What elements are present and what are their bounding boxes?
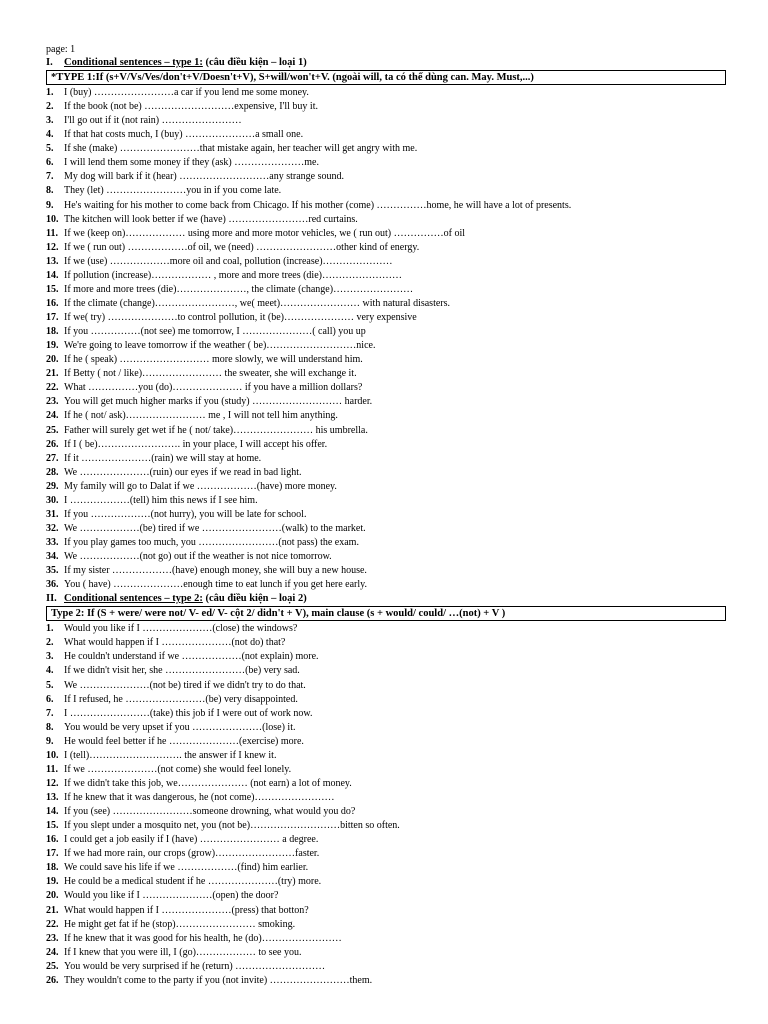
- exercise-number: 35.: [46, 565, 59, 577]
- section-2-number: II.: [46, 593, 57, 605]
- exercise-number: 12.: [46, 777, 59, 789]
- exercise-text: You would be very upset if you …………………(lose) it.: [64, 721, 296, 733]
- exercise-item: [46, 833, 726, 847]
- exercise-text: I ……………………(take) this job if I were out of work now.: [64, 707, 313, 719]
- section-1-heading: [46, 56, 726, 69]
- exercise-item: [46, 819, 726, 833]
- exercise-number: 21.: [46, 904, 59, 916]
- exercise-item: [46, 974, 726, 988]
- exercise-item: [46, 707, 726, 721]
- exercise-text: If we ( run out) ………………of oil, we (need) ……………………other kind of energy.: [64, 241, 420, 253]
- exercise-text: I could get a job easily if I (have) …………………… a degree.: [64, 834, 319, 846]
- exercise-item: [46, 100, 726, 114]
- exercise-number: 9.: [46, 735, 54, 747]
- exercise-number: 30.: [46, 494, 59, 506]
- exercise-number: 13.: [46, 792, 59, 803]
- exercise-item: [46, 904, 726, 918]
- exercise-text: They (let) ……………………you in if you come late.: [64, 185, 282, 197]
- exercise-item: [46, 297, 726, 311]
- exercise-item: [46, 749, 726, 763]
- section-1-exercise-list: [46, 86, 726, 592]
- section-2-heading: [46, 592, 726, 605]
- exercise-text: I will lend them some money if they (ask) …………………me.: [64, 157, 319, 169]
- exercise-item: [46, 805, 726, 819]
- exercise-number: 8.: [46, 721, 54, 733]
- section-2-rule-box: Type 2: If (S + were/ were not/ V- ed/ V- cột 2/ didn't + V), main clause (s + would/ could/ …(not) + V ): [46, 606, 726, 621]
- exercise-number: 3.: [46, 651, 54, 663]
- exercise-text: If she (make) ……………………that mistake again, her teacher will get angry with me.: [64, 143, 418, 155]
- exercise-item: [46, 664, 726, 678]
- section-2-subtitle: (câu điều kiện – loại 2): [205, 593, 307, 605]
- section-1-rule-box: *TYPE 1:If (s+V/Vs/Ves/don't+V/Doesn't+V), S+will/won't+V. (ngoài will, ta có thể dùng can. May. Must,...): [46, 70, 726, 85]
- exercise-item: [46, 339, 726, 353]
- exercise-number: 36.: [46, 579, 59, 591]
- exercise-item: [46, 86, 726, 100]
- exercise-number: 27.: [46, 452, 59, 464]
- exercise-item: [46, 508, 726, 522]
- section-2-title: Conditional sentences – type 2:: [64, 593, 203, 605]
- exercise-number: 1.: [46, 623, 54, 635]
- exercise-item: [46, 622, 726, 636]
- exercise-item: [46, 170, 726, 184]
- exercise-text: If he knew that it was dangerous, he (not come)……………………: [64, 792, 335, 803]
- exercise-item: [46, 578, 726, 592]
- exercise-item: [46, 679, 726, 693]
- exercise-number: 17.: [46, 312, 59, 323]
- exercise-text: If more and more trees (die)…………………, the climate (change)……………………: [64, 283, 414, 295]
- exercise-number: 22.: [46, 382, 59, 394]
- exercise-text: If that hat costs much, I (buy) …………………a small one.: [64, 129, 304, 141]
- exercise-number: 16.: [46, 297, 59, 309]
- exercise-number: 15.: [46, 820, 59, 832]
- exercise-text: Would you like if I …………………(close) the windows?: [64, 623, 298, 635]
- exercise-item: [46, 199, 726, 213]
- exercise-text: If the climate (change)……………………, we( meet)…………………… with natural disasters.: [64, 297, 451, 309]
- exercise-number: 18.: [46, 326, 59, 338]
- exercise-number: 5.: [46, 143, 54, 155]
- exercise-item: [46, 438, 726, 452]
- exercise-number: 25.: [46, 424, 59, 436]
- exercise-number: 2.: [46, 101, 54, 113]
- exercise-item: [46, 409, 726, 423]
- exercise-text: The kitchen will look better if we (have) ……………………red curtains.: [64, 213, 358, 225]
- exercise-text: If you slept under a mosquito net, you (not be)………………………bitten so often.: [64, 820, 400, 832]
- exercise-text: If it …………………(rain) we will stay at home.: [64, 452, 262, 464]
- exercise-item: [46, 311, 726, 325]
- exercise-number: 28.: [46, 466, 59, 478]
- exercise-item: [46, 325, 726, 339]
- exercise-item: [46, 693, 726, 707]
- exercise-text: Father will surely get wet if he ( not/ take)…………………… his umbrella.: [64, 424, 368, 436]
- exercise-item: [46, 452, 726, 466]
- exercise-text: He's waiting for his mother to come back from Chicago. If his mother (come) ……………home, he will have a lot of presents.: [64, 199, 572, 211]
- exercise-text: If Betty ( not / like)…………………… the sweater, she will exchange it.: [64, 368, 357, 380]
- exercise-text: What would happen if I …………………(not do) that?: [64, 637, 286, 649]
- exercise-number: 20.: [46, 890, 59, 902]
- exercise-text: If we didn't take this job, we………………… (not earn) a lot of money.: [64, 777, 352, 789]
- exercise-number: 4.: [46, 665, 54, 677]
- exercise-item: [46, 522, 726, 536]
- exercise-number: 4.: [46, 129, 54, 141]
- exercise-item: [46, 128, 726, 142]
- exercise-number: 31.: [46, 508, 59, 520]
- exercise-text: If he ( speak) ……………………… more slowly, we will understand him.: [64, 354, 363, 366]
- exercise-item: [46, 777, 726, 791]
- exercise-text: If we( try) …………………to control pollution, it (be)………………… very expensive: [64, 312, 417, 323]
- exercise-text: He might get fat if he (stop)…………………… smoking.: [64, 918, 296, 930]
- exercise-item: [46, 381, 726, 395]
- exercise-number: 14.: [46, 269, 59, 281]
- exercise-item: [46, 918, 726, 932]
- exercise-item: [46, 550, 726, 564]
- exercise-number: 23.: [46, 396, 59, 408]
- exercise-item: [46, 114, 726, 128]
- exercise-text: You ( have) …………………enough time to eat lunch if you get here early.: [64, 579, 367, 591]
- exercise-number: 16.: [46, 834, 59, 846]
- exercise-item: [46, 424, 726, 438]
- section-1-subtitle: (câu điều kiện – loại 1): [205, 57, 307, 68]
- exercise-text: We could save his life if we ………………(find) him earlier.: [64, 862, 309, 874]
- exercise-text: If the book (not be) ………………………expensive, I'll buy it.: [64, 101, 318, 113]
- section-1-number: I.: [46, 57, 53, 68]
- exercise-text: If he knew that it was good for his health, he (do)……………………: [64, 932, 342, 944]
- exercise-item: [46, 960, 726, 974]
- exercise-item: [46, 227, 726, 241]
- exercise-number: 1.: [46, 87, 54, 98]
- exercise-item: [46, 889, 726, 903]
- exercise-item: [46, 847, 726, 861]
- exercise-text: If we …………………(not come) she would feel lonely.: [64, 763, 292, 775]
- exercise-text: Would you like if I …………………(open) the door?: [64, 890, 279, 902]
- exercise-item: [46, 283, 726, 297]
- exercise-text: If you ……………(not see) me tomorrow, I …………………( call) you up: [64, 326, 366, 338]
- exercise-number: 12.: [46, 241, 59, 253]
- section-1-title: Conditional sentences – type 1:: [64, 57, 203, 68]
- exercise-number: 32.: [46, 522, 59, 534]
- exercise-text: What would happen if I …………………(press) that botton?: [64, 904, 309, 916]
- exercise-item: [46, 255, 726, 269]
- exercise-item: [46, 791, 726, 805]
- exercise-number: 5.: [46, 679, 54, 691]
- exercise-text: I (buy) ……………………a car if you lend me some money.: [64, 87, 309, 98]
- section-2-exercise-list: [46, 622, 726, 988]
- exercise-number: 34.: [46, 551, 59, 563]
- exercise-item: [46, 213, 726, 227]
- exercise-item: [46, 636, 726, 650]
- exercise-item: [46, 946, 726, 960]
- exercise-text: If we (use) ………………more oil and coal, pollution (increase)…………………: [64, 255, 393, 267]
- exercise-item: [46, 735, 726, 749]
- exercise-text: What ……………you (do)………………… if you have a million dollars?: [64, 382, 363, 394]
- exercise-number: 19.: [46, 340, 59, 352]
- exercise-text: We ………………(be) tired if we ……………………(walk) to the market.: [64, 522, 366, 534]
- exercise-text: They wouldn't come to the party if you (not invite) ……………………them.: [64, 974, 373, 986]
- exercise-number: 26.: [46, 974, 59, 986]
- exercise-number: 2.: [46, 637, 54, 649]
- exercise-text: If you ………………(not hurry), you will be late for school.: [64, 508, 307, 520]
- exercise-text: We …………………(not be) tired if we didn't try to do that.: [64, 679, 306, 691]
- exercise-text: If I knew that you were ill, I (go)……………… to see you.: [64, 946, 302, 958]
- exercise-number: 20.: [46, 354, 59, 366]
- exercise-item: [46, 932, 726, 946]
- exercise-number: 6.: [46, 157, 54, 169]
- exercise-number: 24.: [46, 946, 59, 958]
- exercise-item: [46, 353, 726, 367]
- exercise-text: He would feel better if he …………………(exercise) more.: [64, 735, 304, 747]
- exercise-text: I ………………(tell) him this news if I see him.: [64, 494, 258, 506]
- exercise-item: [46, 367, 726, 381]
- exercise-number: 7.: [46, 171, 54, 183]
- exercise-number: 3.: [46, 115, 54, 127]
- exercise-number: 18.: [46, 862, 59, 874]
- exercise-item: [46, 241, 726, 255]
- exercise-number: 13.: [46, 255, 59, 267]
- exercise-text: If he ( not/ ask)…………………… me , I will not tell him anything.: [64, 410, 338, 422]
- exercise-number: 10.: [46, 213, 59, 225]
- exercise-number: 8.: [46, 185, 54, 197]
- exercise-item: [46, 156, 726, 170]
- exercise-item: [46, 763, 726, 777]
- exercise-item: [46, 536, 726, 550]
- exercise-item: [46, 184, 726, 198]
- exercise-text: If we (keep on)……………… using more and more motor vehicles, we ( run out) ……………of oil: [64, 227, 466, 239]
- exercise-number: 21.: [46, 368, 59, 380]
- exercise-text: We …………………(ruin) our eyes if we read in bad light.: [64, 466, 302, 478]
- exercise-text: If I refused, he ……………………(be) very disappointed.: [64, 693, 298, 705]
- exercise-text: He couldn't understand if we ………………(not explain) more.: [64, 651, 319, 663]
- exercise-text: We're going to leave tomorrow if the weather ( be)………………………nice.: [64, 340, 376, 352]
- exercise-number: 9.: [46, 199, 54, 211]
- exercise-text: We ………………(not go) out if the weather is not nice tomorrow.: [64, 551, 332, 563]
- exercise-number: 7.: [46, 707, 54, 719]
- exercise-text: If we had more rain, our crops (grow)……………………faster.: [64, 848, 320, 860]
- exercise-number: 11.: [46, 227, 58, 239]
- exercise-number: 10.: [46, 749, 59, 761]
- exercise-item: [46, 861, 726, 875]
- exercise-text: If we didn't visit her, she ……………………(be) very sad.: [64, 665, 300, 677]
- worksheet-page: [46, 44, 726, 988]
- exercise-text: I (tell)………………………. the answer if I knew it.: [64, 749, 277, 761]
- exercise-text: I'll go out if it (not rain) ……………………: [64, 115, 242, 127]
- exercise-number: 17.: [46, 848, 59, 860]
- exercise-text: You would be very surprised if he (return) ………………………: [64, 960, 326, 972]
- exercise-item: [46, 395, 726, 409]
- exercise-number: 15.: [46, 283, 59, 295]
- exercise-number: 22.: [46, 918, 59, 930]
- exercise-number: 29.: [46, 480, 59, 492]
- exercise-text: If pollution (increase)……………… , more and more trees (die)……………………: [64, 269, 402, 281]
- exercise-text: If I ( be)……………………. in your place, I will accept his offer.: [64, 438, 328, 450]
- exercise-number: 24.: [46, 410, 59, 422]
- exercise-item: [46, 480, 726, 494]
- exercise-item: [46, 269, 726, 283]
- exercise-number: 11.: [46, 763, 58, 775]
- exercise-text: If you (see) ……………………someone drowning, what would you do?: [64, 806, 356, 818]
- exercise-number: 33.: [46, 537, 59, 548]
- exercise-item: [46, 721, 726, 735]
- exercise-text: My dog will bark if it (hear) ………………………any strange sound.: [64, 171, 344, 183]
- exercise-text: You will get much higher marks if you (study) ……………………… harder.: [64, 396, 373, 408]
- exercise-item: [46, 466, 726, 480]
- exercise-text: He could be a medical student if he …………………(try) more.: [64, 876, 322, 888]
- exercise-text: My family will go to Dalat if we ………………(have) more money.: [64, 480, 337, 492]
- page-label: page: 1: [46, 44, 76, 55]
- exercise-number: 6.: [46, 693, 54, 705]
- exercise-number: 25.: [46, 960, 59, 972]
- exercise-number: 19.: [46, 876, 59, 888]
- exercise-number: 23.: [46, 932, 59, 944]
- exercise-text: If you play games too much, you ……………………(not pass) the exam.: [64, 537, 359, 548]
- exercise-item: [46, 564, 726, 578]
- exercise-item: [46, 494, 726, 508]
- exercise-item: [46, 875, 726, 889]
- exercise-number: 26.: [46, 438, 59, 450]
- exercise-item: [46, 142, 726, 156]
- exercise-item: [46, 650, 726, 664]
- exercise-text: If my sister ………………(have) enough money, she will buy a new house.: [64, 565, 367, 577]
- exercise-number: 14.: [46, 806, 59, 818]
